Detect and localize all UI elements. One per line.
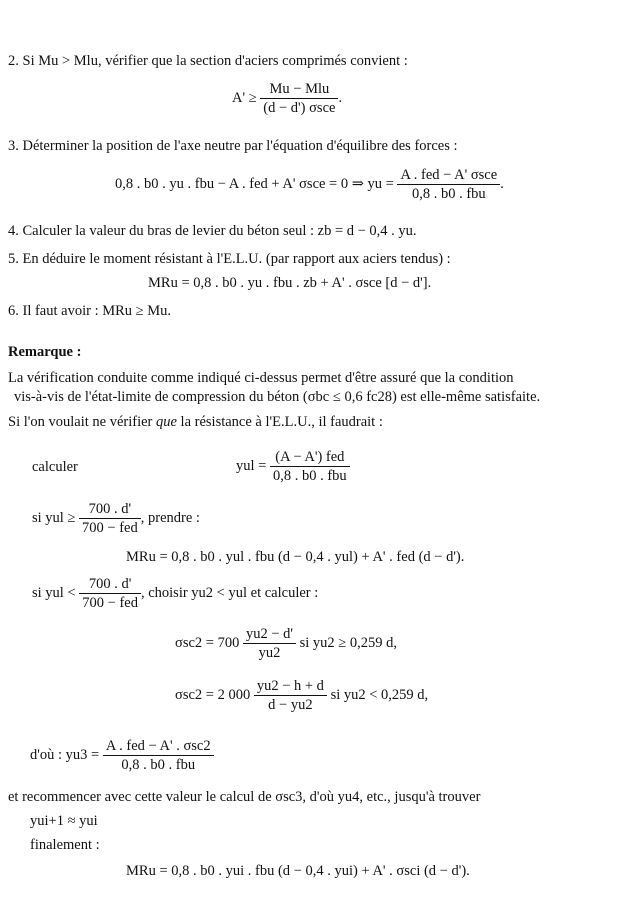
formula-condition: si yu2 < 0,259 d, xyxy=(330,686,429,703)
fraction xyxy=(260,80,338,117)
numerator: yu2 − d' xyxy=(243,625,296,644)
numerator: 700 . d' xyxy=(79,575,141,594)
numerator: 700 . d' xyxy=(79,500,141,519)
condition-lhs: si yul < xyxy=(32,584,76,601)
denominator: 0,8 . b0 . fbu xyxy=(411,186,486,202)
formula-lhs: d'où : yu3 = xyxy=(30,746,100,763)
step-6: 6. Il faut avoir : MRu ≥ Mu. xyxy=(8,303,172,319)
formula-equilibrium xyxy=(115,166,504,203)
formula-yu3 xyxy=(30,737,214,774)
formula-end: . xyxy=(338,89,343,106)
formula-end: . xyxy=(500,175,504,192)
convergence-condition: yui+1 ≈ yui xyxy=(30,813,98,829)
condition-1 xyxy=(32,500,200,537)
fraction xyxy=(103,737,214,774)
formula-sigma-2 xyxy=(175,677,428,714)
step-2: 2. Si Mu > Mlu, vérifier que la section d'aciers comprimés convient : xyxy=(8,53,408,69)
condition-2 xyxy=(32,575,318,612)
numerator: yu2 − h + d xyxy=(254,677,327,696)
remark-paragraph-line-1: La vérification conduite comme indiqué ci-dessus permet d'être assuré que la condition xyxy=(8,370,514,386)
step-3: 3. Déterminer la position de l'axe neutre par l'équation d'équilibre des forces : xyxy=(8,138,458,154)
numerator: Mu − Mlu xyxy=(260,80,338,99)
step-4: 4. Calculer la valeur du bras de levier du béton seul : zb = d − 0,4 . yu. xyxy=(8,223,417,239)
denominator: d − yu2 xyxy=(268,697,313,713)
finalement-label: finalement : xyxy=(30,837,100,853)
fraction xyxy=(79,575,141,612)
remark-paragraph-line-3 xyxy=(8,413,383,431)
formula-lhs: σsc2 = 700 xyxy=(175,634,240,651)
denominator: 0,8 . b0 . fbu xyxy=(272,468,347,484)
formula-lhs: σsc2 = 2 000 xyxy=(175,686,251,703)
denominator: 700 − fed xyxy=(82,595,138,611)
formula-condition: si yu2 ≥ 0,259 d, xyxy=(299,634,398,651)
fraction xyxy=(243,625,296,662)
formula-mru-1: MRu = 0,8 . b0 . yul . fbu (d − 0,4 . yul) + A' . fed (d − d'). xyxy=(126,549,465,565)
calculer-label: calculer xyxy=(32,459,78,475)
fraction xyxy=(397,166,500,203)
numerator: (A − A') fed xyxy=(270,448,350,467)
formula-lhs: 0,8 . b0 . yu . fbu − A . fed + A' σsce = 0 ⇒ yu = xyxy=(115,175,394,192)
condition-rhs: , prendre : xyxy=(140,509,200,526)
emphasis: que xyxy=(155,414,177,430)
recommencer-line: et recommencer avec cette valeur le calcul de σsc3, d'où yu4, etc., jusqu'à trouver xyxy=(8,789,481,805)
numerator: A . fed − A' . σsc2 xyxy=(103,737,214,756)
text-run: Si l'on voulait ne vérifier xyxy=(8,414,153,430)
denominator: (d − d') σsce xyxy=(263,100,336,116)
formula-a-prime xyxy=(232,80,342,117)
step-5: 5. En déduire le moment résistant à l'E.L.U. (par rapport aux aciers tendus) : xyxy=(8,251,451,267)
formula-sigma-1 xyxy=(175,625,397,662)
formula-lhs: yul = xyxy=(236,457,267,474)
fraction xyxy=(254,677,327,714)
fraction xyxy=(79,500,141,537)
formula-mru-final: MRu = 0,8 . b0 . yui . fbu (d − 0,4 . yui) + A' . σsci (d − d'). xyxy=(126,863,470,879)
formula-lhs: A' ≥ xyxy=(232,89,257,106)
denominator: 0,8 . b0 . fbu xyxy=(121,757,196,773)
denominator: 700 − fed xyxy=(82,520,138,536)
condition-lhs: si yul ≥ xyxy=(32,509,76,526)
numerator: A . fed − A' σsce xyxy=(397,166,500,185)
fraction xyxy=(270,448,350,485)
condition-rhs: , choisir yu2 < yul et calculer : xyxy=(140,584,319,601)
denominator: yu2 xyxy=(258,645,281,661)
text-run: la résistance à l'E.L.U., il faudrait : xyxy=(180,414,383,430)
remark-title: Remarque : xyxy=(8,344,82,360)
formula-yul xyxy=(236,448,350,485)
formula-mru: MRu = 0,8 . b0 . yu . fbu . zb + A' . σsce [d − d']. xyxy=(148,275,432,291)
remark-paragraph-line-2: vis-à-vis de l'état-limite de compression du béton (σbc ≤ 0,6 fc28) est elle-même satisfaite. xyxy=(14,389,541,405)
